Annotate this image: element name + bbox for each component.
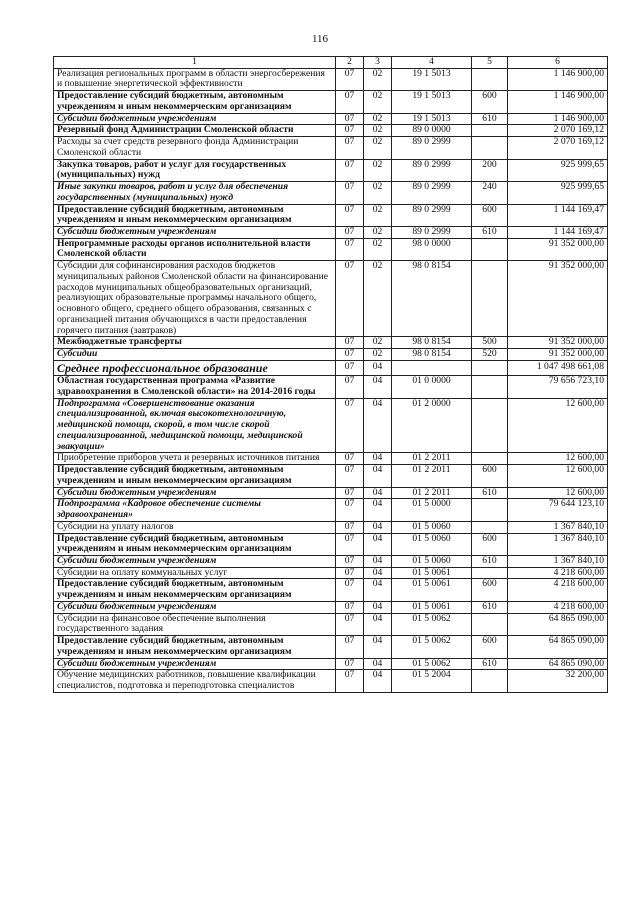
column-header: 3 [364, 57, 392, 69]
amount: 4 218 600,00 [508, 567, 608, 579]
table-row [54, 521, 608, 533]
target-article-code: 01 2 2011 [392, 465, 472, 487]
subsection-code: 04 [364, 376, 392, 398]
table-row [54, 91, 608, 113]
row-description: Областная государственная программа «Развитие здравоохранения в Смоленской области» на 2014-2016 годы [54, 376, 336, 398]
section-code: 07 [336, 113, 364, 125]
section-code: 07 [336, 337, 364, 349]
target-article-code: 98 0 8154 [392, 349, 472, 361]
table-row [54, 579, 608, 601]
row-description: Предоставление субсидий бюджетным, автономным учреждениям и иным некоммерческим организациям [54, 91, 336, 113]
amount: 1 367 840,10 [508, 556, 608, 568]
target-article-code: 98 0 0000 [392, 238, 472, 260]
expense-type-code: 520 [472, 349, 508, 361]
subsection-code: 02 [364, 238, 392, 260]
expense-type-code [472, 670, 508, 692]
section-code: 07 [336, 567, 364, 579]
subsection-code: 04 [364, 601, 392, 613]
target-article-code: 19 1 5013 [392, 91, 472, 113]
section-code: 07 [336, 636, 364, 658]
budget-table [53, 56, 608, 693]
expense-type-code: 610 [472, 227, 508, 239]
amount: 1 367 840,10 [508, 521, 608, 533]
expense-type-code [472, 68, 508, 90]
table-row [54, 376, 608, 398]
column-header: 1 [54, 57, 336, 69]
section-code: 07 [336, 601, 364, 613]
subsection-code: 02 [364, 113, 392, 125]
row-description: Подпрограмма «Кадровое обеспечение системы здравоохранения» [54, 499, 336, 521]
target-article-code: 01 0 0000 [392, 376, 472, 398]
amount: 12 600,00 [508, 398, 608, 453]
target-article-code: 01 5 0062 [392, 658, 472, 670]
subsection-code: 04 [364, 636, 392, 658]
amount: 91 352 000,00 [508, 337, 608, 349]
row-description: Субсидии для софинансирования расходов бюджетов муниципальных районов Смоленской области на финансирование расходов муниципальных общеобразовательных организаций, реализующих образовательные программы начального общего, основного общего, среднего общего образования, связанных с организацией питания обучающихся в части предоставления горячего питания (завтраков) [54, 261, 336, 337]
section-code: 07 [336, 227, 364, 239]
row-description: Реализация региональных программ в области энергосбережения и повышение энергетической эффективности [54, 68, 336, 90]
amount: 925 999,65 [508, 182, 608, 204]
target-article-code: 19 1 5013 [392, 68, 472, 90]
expense-type-code: 600 [472, 465, 508, 487]
row-description: Иные закупки товаров, работ и услуг для обеспечения государственных (муниципальных) нужд [54, 182, 336, 204]
section-code: 07 [336, 499, 364, 521]
expense-type-code [472, 398, 508, 453]
amount: 12 600,00 [508, 487, 608, 499]
target-article-code: 01 2 0000 [392, 398, 472, 453]
table-row [54, 567, 608, 579]
expense-type-code [472, 499, 508, 521]
table-row [54, 261, 608, 337]
target-article-code: 01 5 0061 [392, 579, 472, 601]
table-row [54, 670, 608, 692]
section-code: 07 [336, 137, 364, 159]
amount: 79 644 123,10 [508, 499, 608, 521]
table-row [54, 360, 608, 375]
section-code: 07 [336, 398, 364, 453]
table-row [54, 349, 608, 361]
section-code: 07 [336, 159, 364, 181]
amount: 91 352 000,00 [508, 238, 608, 260]
section-code: 07 [336, 204, 364, 226]
subsection-code: 04 [364, 499, 392, 521]
row-description: Обучение медицинских работников, повышение квалификации специалистов, подготовка и переподготовка специалистов [54, 670, 336, 692]
section-code: 07 [336, 182, 364, 204]
subsection-code: 02 [364, 91, 392, 113]
table-row [54, 159, 608, 181]
subsection-code: 04 [364, 533, 392, 555]
section-code: 07 [336, 658, 364, 670]
expense-type-code: 600 [472, 533, 508, 555]
row-description: Субсидии бюджетным учреждениям [54, 556, 336, 568]
expense-type-code [472, 376, 508, 398]
subsection-code: 02 [364, 349, 392, 361]
table-row [54, 613, 608, 635]
table-row [54, 556, 608, 568]
subsection-code: 02 [364, 182, 392, 204]
row-description: Предоставление субсидий бюджетным, автономным учреждениям и иным некоммерческим организациям [54, 204, 336, 226]
amount: 925 999,65 [508, 159, 608, 181]
subsection-code: 04 [364, 579, 392, 601]
target-article-code: 89 0 2999 [392, 204, 472, 226]
expense-type-code: 600 [472, 579, 508, 601]
table-row [54, 465, 608, 487]
target-article-code: 01 5 0062 [392, 613, 472, 635]
row-description: Субсидии на уплату налогов [54, 521, 336, 533]
row-description: Предоставление субсидий бюджетным, автономным учреждениям и иным некоммерческим организациям [54, 636, 336, 658]
row-description: Межбюджетные трансферты [54, 337, 336, 349]
table-row [54, 533, 608, 555]
subsection-code: 02 [364, 125, 392, 137]
subsection-code: 04 [364, 465, 392, 487]
section-code: 07 [336, 556, 364, 568]
amount: 1 047 498 661,08 [508, 360, 608, 375]
table-row [54, 227, 608, 239]
subsection-code: 04 [364, 556, 392, 568]
target-article-code: 01 5 0061 [392, 601, 472, 613]
table-row [54, 636, 608, 658]
target-article-code: 89 0 2999 [392, 227, 472, 239]
subsection-code: 04 [364, 398, 392, 453]
section-code: 07 [336, 349, 364, 361]
target-article-code: 01 5 0061 [392, 567, 472, 579]
target-article-code: 01 2 2011 [392, 487, 472, 499]
row-description: Предоставление субсидий бюджетным, автономным учреждениям и иным некоммерческим организациям [54, 533, 336, 555]
expense-type-code: 610 [472, 556, 508, 568]
expense-type-code: 610 [472, 601, 508, 613]
section-code: 07 [336, 533, 364, 555]
row-description: Приобретение приборов учета и резервных источников питания [54, 453, 336, 465]
amount: 1 146 900,00 [508, 113, 608, 125]
column-header: 4 [392, 57, 472, 69]
subsection-code: 04 [364, 658, 392, 670]
expense-type-code [472, 137, 508, 159]
row-description: Подпрограмма «Совершенствование оказания специализированной, включая высокотехнологичную, медицинской помощи, скорой, в том числе скорой специализированной, медицинской помощи, медицинской эвакуации» [54, 398, 336, 453]
target-article-code: 01 5 0000 [392, 499, 472, 521]
page-number: 116 [311, 33, 329, 45]
table-row [54, 182, 608, 204]
column-header: 2 [336, 57, 364, 69]
section-code: 07 [336, 238, 364, 260]
target-article-code: 89 0 0000 [392, 125, 472, 137]
row-description: Непрограммные расходы органов исполнительной власти Смоленской области [54, 238, 336, 260]
target-article-code: 01 5 0060 [392, 521, 472, 533]
expense-type-code: 600 [472, 204, 508, 226]
table-row [54, 68, 608, 90]
expense-type-code [472, 521, 508, 533]
row-description: Субсидии бюджетным учреждениям [54, 658, 336, 670]
amount: 1 144 169,47 [508, 227, 608, 239]
row-description: Закупка товаров, работ и услуг для государственных (муниципальных) нужд [54, 159, 336, 181]
target-article-code: 01 5 0060 [392, 556, 472, 568]
table-row [54, 113, 608, 125]
target-article-code: 98 0 8154 [392, 337, 472, 349]
amount: 1 146 900,00 [508, 68, 608, 90]
amount: 64 865 090,00 [508, 658, 608, 670]
amount: 12 600,00 [508, 453, 608, 465]
amount: 64 865 090,00 [508, 613, 608, 635]
expense-type-code: 610 [472, 487, 508, 499]
expense-type-code [472, 261, 508, 337]
table-row [54, 499, 608, 521]
subsection-code: 04 [364, 613, 392, 635]
section-code: 07 [336, 91, 364, 113]
target-article-code: 01 5 0060 [392, 533, 472, 555]
row-description: Субсидии на финансовое обеспечение выполнения государственного задания [54, 613, 336, 635]
row-description: Резервный фонд Администрации Смоленской области [54, 125, 336, 137]
section-code: 07 [336, 613, 364, 635]
row-description: Субсидии [54, 349, 336, 361]
expense-type-code [472, 453, 508, 465]
subsection-code: 04 [364, 567, 392, 579]
amount: 1 367 840,10 [508, 533, 608, 555]
expense-type-code: 240 [472, 182, 508, 204]
target-article-code: 01 5 0062 [392, 636, 472, 658]
section-code: 07 [336, 521, 364, 533]
expense-type-code: 600 [472, 91, 508, 113]
row-description: Среднее профессиональное образование [54, 360, 336, 375]
expense-type-code: 500 [472, 337, 508, 349]
target-article-code: 98 0 8154 [392, 261, 472, 337]
row-description: Субсидии бюджетным учреждениям [54, 227, 336, 239]
expense-type-code [472, 238, 508, 260]
expense-type-code [472, 567, 508, 579]
column-header: 5 [472, 57, 508, 69]
target-article-code: 19 1 5013 [392, 113, 472, 125]
row-description: Субсидии бюджетным учреждениям [54, 113, 336, 125]
table-row [54, 487, 608, 499]
row-description: Субсидии бюджетным учреждениям [54, 487, 336, 499]
amount: 32 200,00 [508, 670, 608, 692]
subsection-code: 02 [364, 137, 392, 159]
table-row [54, 137, 608, 159]
table-row [54, 204, 608, 226]
subsection-code: 04 [364, 487, 392, 499]
amount: 1 146 900,00 [508, 91, 608, 113]
amount: 91 352 000,00 [508, 261, 608, 337]
subsection-code: 02 [364, 261, 392, 337]
row-description: Предоставление субсидий бюджетным, автономным учреждениям и иным некоммерческим организациям [54, 579, 336, 601]
subsection-code: 04 [364, 453, 392, 465]
target-article-code [392, 360, 472, 375]
table-row [54, 601, 608, 613]
table-row [54, 337, 608, 349]
expense-type-code: 600 [472, 636, 508, 658]
section-code: 07 [336, 579, 364, 601]
subsection-code: 02 [364, 337, 392, 349]
amount: 2 070 169,12 [508, 125, 608, 137]
subsection-code: 02 [364, 159, 392, 181]
subsection-code: 02 [364, 204, 392, 226]
target-article-code: 89 0 2999 [392, 159, 472, 181]
subsection-code: 02 [364, 68, 392, 90]
section-code: 07 [336, 465, 364, 487]
section-code: 07 [336, 360, 364, 375]
amount: 79 656 723,10 [508, 376, 608, 398]
table-row [54, 658, 608, 670]
expense-type-code [472, 360, 508, 375]
table-header-row [54, 57, 608, 69]
section-code: 07 [336, 487, 364, 499]
expense-type-code: 200 [472, 159, 508, 181]
target-article-code: 01 2 2011 [392, 453, 472, 465]
amount: 91 352 000,00 [508, 349, 608, 361]
table-row [54, 125, 608, 137]
table-row [54, 238, 608, 260]
subsection-code: 02 [364, 227, 392, 239]
section-code: 07 [336, 376, 364, 398]
row-description: Субсидии на оплату коммунальных услуг [54, 567, 336, 579]
subsection-code: 04 [364, 360, 392, 375]
column-header: 6 [508, 57, 608, 69]
table-row [54, 398, 608, 453]
section-code: 07 [336, 125, 364, 137]
section-code: 07 [336, 670, 364, 692]
target-article-code: 89 0 2999 [392, 182, 472, 204]
subsection-code: 04 [364, 521, 392, 533]
section-code: 07 [336, 68, 364, 90]
amount: 1 144 169,47 [508, 204, 608, 226]
amount: 2 070 169,12 [508, 137, 608, 159]
expense-type-code [472, 613, 508, 635]
amount: 4 218 600,00 [508, 601, 608, 613]
table-row [54, 453, 608, 465]
expense-type-code: 610 [472, 658, 508, 670]
row-description: Субсидии бюджетным учреждениям [54, 601, 336, 613]
row-description: Предоставление субсидий бюджетным, автономным учреждениям и иным некоммерческим организациям [54, 465, 336, 487]
target-article-code: 01 5 2004 [392, 670, 472, 692]
amount: 64 865 090,00 [508, 636, 608, 658]
amount: 4 218 600,00 [508, 579, 608, 601]
expense-type-code [472, 125, 508, 137]
expense-type-code: 610 [472, 113, 508, 125]
row-description: Расходы за счет средств резервного фонда Администрации Смоленской области [54, 137, 336, 159]
section-code: 07 [336, 261, 364, 337]
target-article-code: 89 0 2999 [392, 137, 472, 159]
subsection-code: 04 [364, 670, 392, 692]
amount: 12 600,00 [508, 465, 608, 487]
section-code: 07 [336, 453, 364, 465]
